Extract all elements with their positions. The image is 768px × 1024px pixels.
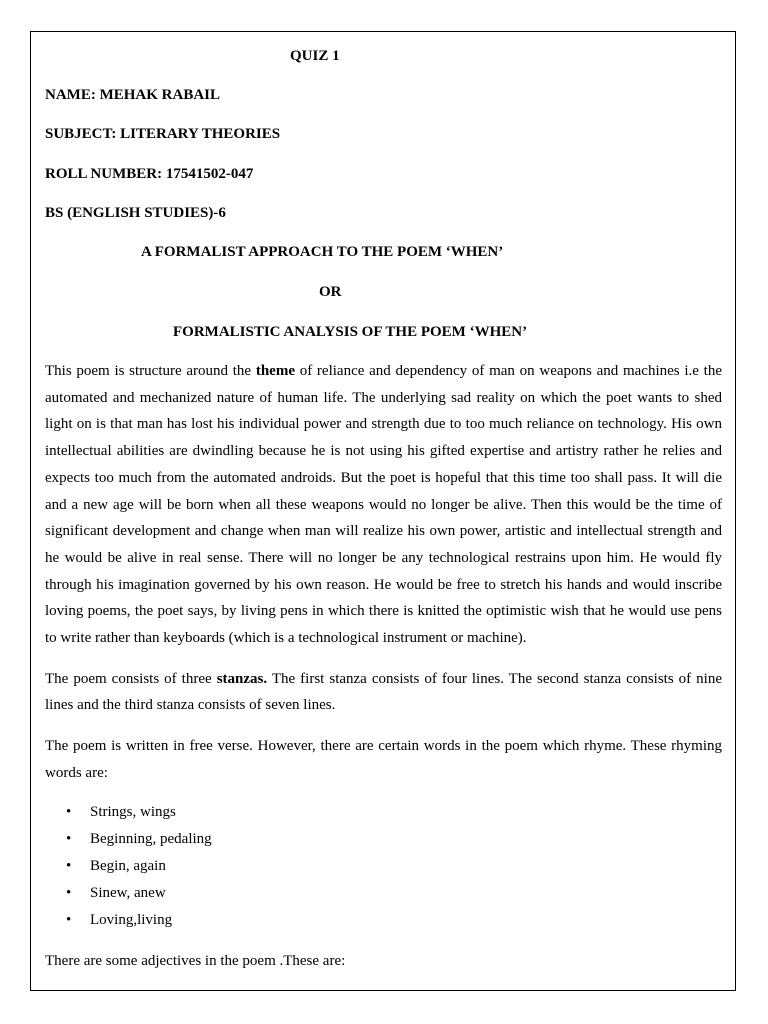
paragraph-stanzas — [45, 666, 722, 719]
list-item-text: Strings, wings — [90, 803, 176, 820]
bullet-icon: • — [66, 830, 72, 847]
paragraph-rhyme: The poem is written in free verse. However, there are certain words in the poem which rhyme. These rhyming words are: — [45, 738, 722, 781]
essay-title: A FORMALIST APPROACH TO THE POEM ‘WHEN’ — [141, 244, 504, 260]
paragraph-stanzas-rest: The first stanza consists of four lines. The second stanza consists of nine lines and the third stanza consists of seven lines. — [45, 670, 723, 714]
bullet-icon: • — [66, 857, 72, 874]
paragraph-adjectives: There are some adjectives in the poem .These are: — [45, 952, 346, 969]
list-item-text: Sinew, anew — [90, 884, 166, 901]
paragraph-theme-start: This poem is structure around the — [45, 363, 256, 379]
bullet-icon: • — [66, 884, 72, 901]
student-name: NAME: MEHAK RABAIL — [45, 87, 220, 103]
list-item — [45, 799, 722, 826]
list-item — [45, 826, 722, 853]
paragraph-stanzas-start: The poem consists of three — [45, 670, 217, 687]
list-item-text: Begin, again — [90, 857, 166, 874]
quiz-title: QUIZ 1 — [290, 48, 340, 64]
paragraph-theme-rest: of reliance and dependency of man on weapons and machines i.e the automated and mechanized nature of human life. The underlying sad reality on which the poet wants to shed light on is that man has lost his individual power and strength due to too much reliance on technology. His own intellectual abilities are dwindling because he is not using his gifted expertise and artistry rather he relies and expects too much from the automated androids. But the poet is hopeful that this time too shall pass. It will die and a new age will be born when all these weapons would no longer be alive. Then this would be the time of significant development and change when man will realize his own power, artistic and intellectual strength and he would be alive in real sense. There will no longer be any technological restrains upon him. He would fly through his imagination governed by his own reason. He would be free to stretch his hands and would inscribe loving poems, the poet says, by living pens in which there is knitted the optimistic wish that he would use pens to write rather than keyboards (which is a technological instrument or machine). — [45, 363, 722, 647]
bullet-icon: • — [66, 911, 72, 928]
program-line: BS (ENGLISH STUDIES)-6 — [45, 205, 226, 221]
roll-number: ROLL NUMBER: 17541502-047 — [45, 166, 254, 182]
list-item-text: Loving,living — [90, 911, 173, 928]
theme-keyword: theme — [255, 363, 295, 379]
essay-alt-title: FORMALISTIC ANALYSIS OF THE POEM ‘WHEN’ — [173, 324, 528, 340]
list-item — [45, 880, 722, 907]
list-item-text: Beginning, pedaling — [90, 830, 212, 847]
paragraph-theme — [45, 358, 722, 652]
stanzas-keyword: stanzas. — [216, 670, 268, 687]
bullet-icon: • — [66, 803, 72, 820]
document-body — [45, 46, 722, 974]
or-separator: OR — [319, 284, 342, 300]
subject-line: SUBJECT: LITERARY THEORIES — [45, 126, 281, 142]
list-item — [45, 853, 722, 880]
list-item — [45, 907, 722, 934]
rhyming-words-list — [45, 799, 722, 934]
